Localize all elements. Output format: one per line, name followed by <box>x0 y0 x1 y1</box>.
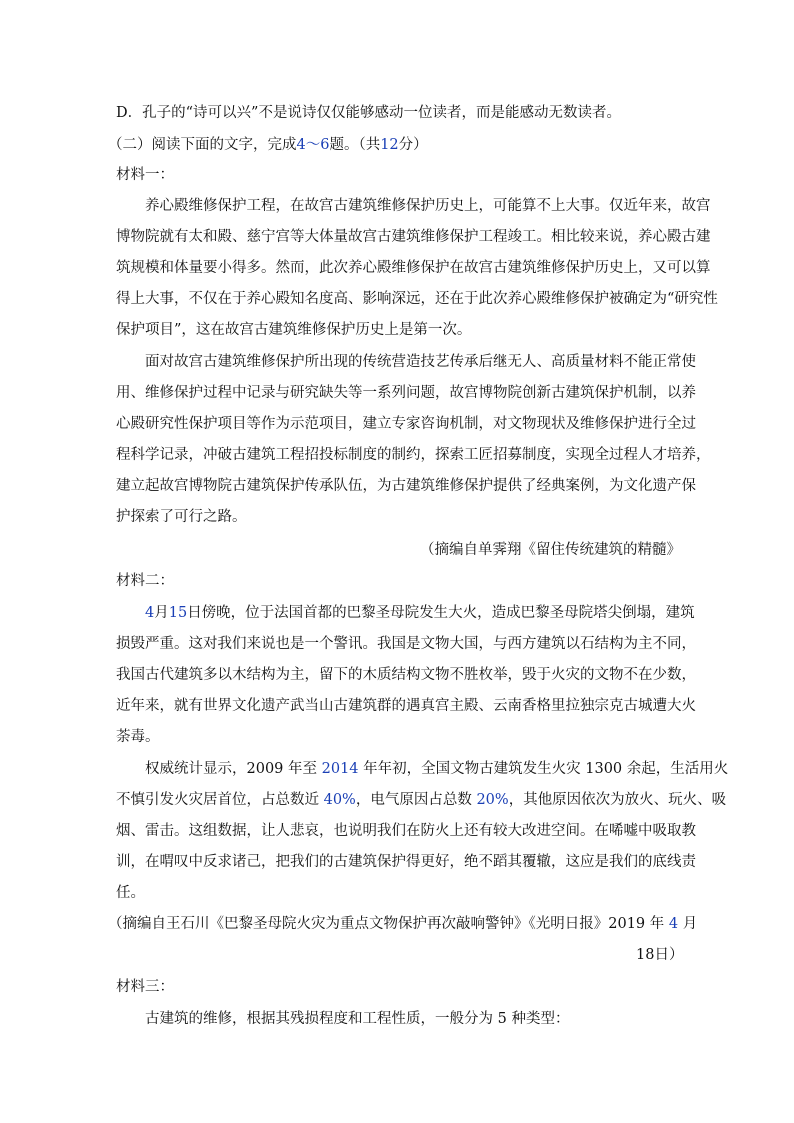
text-span: （摘编自王石川《巴黎圣母院火灾为重点文物保护再次敲响警钟》《光明日报》2019 年 <box>108 916 669 932</box>
m1-p2-line: 用、维修保护过程中记录与研究缺失等一系列问题，故宫博物院创新古建筑保护机制，以养 <box>116 385 696 401</box>
type-count: 5 <box>497 1011 507 1027</box>
option-d: D．孔子的“诗可以兴”不是说诗仅仅能够感动一位读者，而是能感动无数读者。 <box>116 105 621 121</box>
m1-p1-line: 博物院就有太和殿、慈宁宫等大体量故宫古建筑维修保护工程竣工。相比较来说，养心殿古建 <box>116 229 711 245</box>
m1-p2-line: 程科学记录，冲破古建筑工程招投标制度的制约，探索工匠招募制度，实现全过程人才培养， <box>116 447 711 463</box>
year-2014: 2014 <box>321 761 359 777</box>
m2-source-end: 18日） <box>636 947 684 963</box>
date-month: 4 <box>145 605 155 621</box>
source-month: 4 <box>668 916 679 932</box>
text-span: 不慎引发火灾居首位，占总数近 <box>116 792 324 808</box>
material-two-label: 材料二： <box>116 573 174 589</box>
section-end: 分） <box>398 137 428 153</box>
question-range: 4～6 <box>296 137 330 153</box>
text-span: ，电气原因占总数 <box>355 792 477 808</box>
m2-p1-line: 近年来，就有世界文化遗产武当山古建筑群的遇真宫主殿、云南香格里拉独宗克古城遭大火 <box>116 698 696 714</box>
m1-p1-line: 养心殿维修保护工程，在故宫古建筑维修保护历史上，可能算不上大事。仅近年来，故宫 <box>145 198 711 214</box>
date-month-unit: 月 <box>154 605 169 621</box>
m1-p1-line: 得上大事，不仅在于养心殿知名度高、影响深远，还在于此次养心殿维修保护被确定为“研究性 <box>116 291 718 307</box>
text-span: 年年初，全国文物古建筑发生火灾 1300 余起，生活用火 <box>358 761 729 777</box>
m1-p2-line: 面对故宫古建筑维修保护所出现的传统营造技艺传承后继无人、高质量材料不能正常使 <box>145 354 696 370</box>
text-span: 月 <box>678 916 698 932</box>
m1-p2-line: 护探索了可行之路。 <box>116 509 247 525</box>
m2-p2-line <box>145 759 728 779</box>
text-span: 权威统计显示，2009 年至 <box>145 761 322 777</box>
m1-p1-line: 筑规模和体量要小得多。然而，此次养心殿维修保护在故宫古建筑维修保护历史上，又可以算 <box>116 260 711 276</box>
m2-p2-line: 任。 <box>116 885 145 901</box>
m1-p2-line: 心殿研究性保护项目等作为示范项目，建立专家咨询机制，对文物现状及维修保护进行全过 <box>116 416 696 432</box>
section-suffix: 题。（共 <box>329 137 381 153</box>
m2-p1-line <box>145 603 695 623</box>
m1-p1-line: 保护项目”，这在故宫古建筑维修保护历史上是第一次。 <box>116 322 472 338</box>
m2-p1-line: 荼毒。 <box>116 729 160 745</box>
material-one-label: 材料一： <box>116 167 174 183</box>
percent-40: 40% <box>323 792 356 808</box>
section-heading <box>108 135 428 155</box>
section-prefix: （二）阅读下面的文字，完成 <box>108 137 297 153</box>
m2-p2-line: 烟、雷击。这组数据，让人悲哀，也说明我们在防火上还有较大改进空间。在唏嘘中吸取教 <box>116 823 696 839</box>
m2-p1-line: 损毁严重。这对我们来说也是一个警讯。我国是文物大国，与西方建筑以石结构为主不同， <box>116 636 696 652</box>
m2-p1-rest: 日傍晚，位于法国首都的巴黎圣母院发生大火，造成巴黎圣母院塔尖倒塌，建筑 <box>187 605 695 621</box>
m2-p1-line: 我国古代建筑多以木结构为主，留下的木质结构文物不胜枚举，毁于火灾的文物不在少数， <box>116 667 696 683</box>
m3-p1-line <box>145 1009 569 1029</box>
m2-p2-line: 训，在喟叹中反求诸己，把我们的古建筑保护得更好，绝不蹈其覆辙，这应是我们的底线责 <box>116 854 696 870</box>
percent-20: 20% <box>476 792 509 808</box>
m1-p2-line: 建立起故宫博物院古建筑保护传承队伍，为古建筑维修保护提供了经典案例，为文化遗产保 <box>116 478 696 494</box>
text-span: 种类型： <box>506 1011 570 1027</box>
m1-source: （摘编自单霁翔《留住传统建筑的精髓》 <box>420 542 681 558</box>
material-three-label: 材料三： <box>116 979 174 995</box>
section-score: 12 <box>380 137 399 153</box>
date-day: 15 <box>168 605 188 621</box>
m2-p2-line <box>116 790 726 810</box>
text-span: ，其他原因依次为放火、玩火、吸 <box>508 792 727 808</box>
text-span: 古建筑的维修，根据其残损程度和工程性质，一般分为 <box>145 1011 498 1027</box>
m2-source <box>108 914 697 934</box>
